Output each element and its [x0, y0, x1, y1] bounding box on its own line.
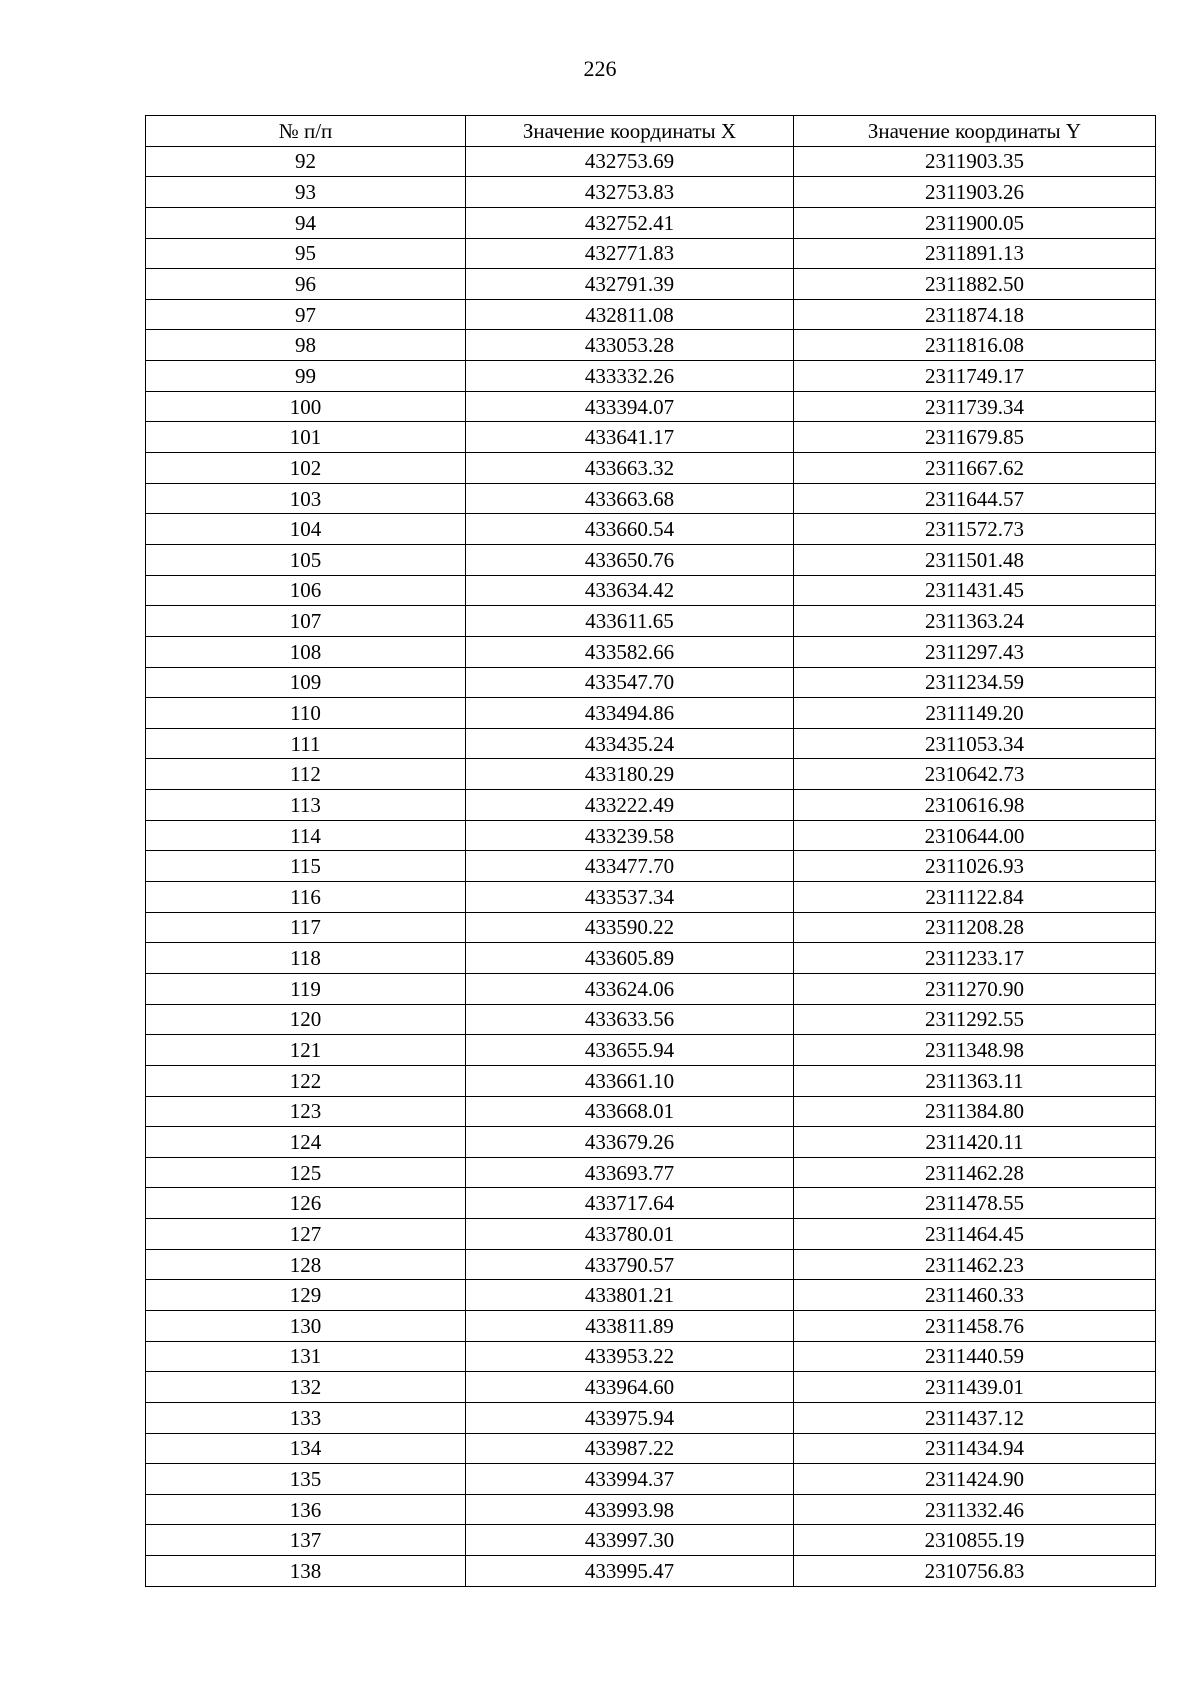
cell-x-coordinate: 433997.30: [466, 1525, 794, 1556]
table-body: [146, 146, 1156, 1586]
table-row: [146, 973, 1156, 1004]
cell-number: 128: [146, 1249, 466, 1280]
cell-number: 114: [146, 820, 466, 851]
cell-number: 129: [146, 1280, 466, 1311]
cell-x-coordinate: 433633.56: [466, 1004, 794, 1035]
cell-x-coordinate: 433634.42: [466, 575, 794, 606]
table-row: [146, 636, 1156, 667]
cell-number: 135: [146, 1464, 466, 1495]
cell-y-coordinate: 2311739.34: [794, 391, 1156, 422]
cell-number: 100: [146, 391, 466, 422]
table-row: [146, 330, 1156, 361]
cell-y-coordinate: 2311458.76: [794, 1310, 1156, 1341]
table-row: [146, 790, 1156, 821]
cell-x-coordinate: 433394.07: [466, 391, 794, 422]
cell-y-coordinate: 2311348.98: [794, 1035, 1156, 1066]
cell-x-coordinate: 433668.01: [466, 1096, 794, 1127]
cell-y-coordinate: 2311384.80: [794, 1096, 1156, 1127]
cell-x-coordinate: 433547.70: [466, 667, 794, 698]
table-row: [146, 1310, 1156, 1341]
cell-number: 109: [146, 667, 466, 698]
table-row: [146, 544, 1156, 575]
cell-number: 105: [146, 544, 466, 575]
cell-x-coordinate: 433590.22: [466, 912, 794, 943]
table-header-row: [146, 116, 1156, 147]
table-row: [146, 1556, 1156, 1587]
cell-x-coordinate: 433650.76: [466, 544, 794, 575]
table-row: [146, 1004, 1156, 1035]
cell-number: 98: [146, 330, 466, 361]
cell-x-coordinate: 433582.66: [466, 636, 794, 667]
table-row: [146, 912, 1156, 943]
cell-number: 103: [146, 483, 466, 514]
cell-number: 108: [146, 636, 466, 667]
cell-y-coordinate: 2311122.84: [794, 882, 1156, 913]
cell-x-coordinate: 433964.60: [466, 1372, 794, 1403]
cell-y-coordinate: 2311431.45: [794, 575, 1156, 606]
table-row: [146, 1249, 1156, 1280]
cell-y-coordinate: 2311437.12: [794, 1402, 1156, 1433]
cell-y-coordinate: 2311874.18: [794, 299, 1156, 330]
cell-y-coordinate: 2311460.33: [794, 1280, 1156, 1311]
cell-number: 126: [146, 1188, 466, 1219]
table-row: [146, 1280, 1156, 1311]
cell-x-coordinate: 432791.39: [466, 269, 794, 300]
cell-x-coordinate: 433693.77: [466, 1157, 794, 1188]
cell-x-coordinate: 433655.94: [466, 1035, 794, 1066]
table-row: [146, 483, 1156, 514]
cell-y-coordinate: 2311462.28: [794, 1157, 1156, 1188]
table-row: [146, 1494, 1156, 1525]
cell-y-coordinate: 2311332.46: [794, 1494, 1156, 1525]
cell-number: 95: [146, 238, 466, 269]
cell-y-coordinate: 2311644.57: [794, 483, 1156, 514]
header-y-coordinate: Значение координаты Y: [794, 116, 1156, 147]
cell-number: 96: [146, 269, 466, 300]
cell-x-coordinate: 433975.94: [466, 1402, 794, 1433]
table-row: [146, 606, 1156, 637]
cell-x-coordinate: 433780.01: [466, 1219, 794, 1250]
cell-x-coordinate: 433811.89: [466, 1310, 794, 1341]
table-row: [146, 177, 1156, 208]
cell-number: 123: [146, 1096, 466, 1127]
table-row: [146, 1188, 1156, 1219]
cell-x-coordinate: 433180.29: [466, 759, 794, 790]
table-row: [146, 361, 1156, 392]
cell-number: 127: [146, 1219, 466, 1250]
cell-x-coordinate: 433222.49: [466, 790, 794, 821]
cell-x-coordinate: 433661.10: [466, 1065, 794, 1096]
cell-number: 92: [146, 146, 466, 177]
cell-x-coordinate: 433663.68: [466, 483, 794, 514]
cell-y-coordinate: 2311439.01: [794, 1372, 1156, 1403]
cell-y-coordinate: 2311462.23: [794, 1249, 1156, 1280]
cell-x-coordinate: 433477.70: [466, 851, 794, 882]
cell-y-coordinate: 2311434.94: [794, 1433, 1156, 1464]
cell-y-coordinate: 2311816.08: [794, 330, 1156, 361]
cell-y-coordinate: 2311420.11: [794, 1127, 1156, 1158]
cell-y-coordinate: 2311891.13: [794, 238, 1156, 269]
cell-x-coordinate: 432752.41: [466, 207, 794, 238]
table-row: [146, 667, 1156, 698]
table-row: [146, 851, 1156, 882]
cell-number: 104: [146, 514, 466, 545]
cell-y-coordinate: 2311424.90: [794, 1464, 1156, 1495]
table-row: [146, 1219, 1156, 1250]
cell-y-coordinate: 2311149.20: [794, 698, 1156, 729]
cell-y-coordinate: 2311233.17: [794, 943, 1156, 974]
cell-x-coordinate: 433995.47: [466, 1556, 794, 1587]
cell-x-coordinate: 433611.65: [466, 606, 794, 637]
table-row: [146, 146, 1156, 177]
cell-y-coordinate: 2311292.55: [794, 1004, 1156, 1035]
cell-x-coordinate: 433790.57: [466, 1249, 794, 1280]
table-row: [146, 943, 1156, 974]
cell-number: 119: [146, 973, 466, 1004]
cell-y-coordinate: 2311572.73: [794, 514, 1156, 545]
cell-y-coordinate: 2310756.83: [794, 1556, 1156, 1587]
cell-x-coordinate: 432811.08: [466, 299, 794, 330]
cell-y-coordinate: 2311501.48: [794, 544, 1156, 575]
cell-y-coordinate: 2310644.00: [794, 820, 1156, 851]
cell-y-coordinate: 2310855.19: [794, 1525, 1156, 1556]
cell-x-coordinate: 433660.54: [466, 514, 794, 545]
table-row: [146, 1525, 1156, 1556]
cell-number: 117: [146, 912, 466, 943]
table-row: [146, 1096, 1156, 1127]
cell-y-coordinate: 2311478.55: [794, 1188, 1156, 1219]
cell-x-coordinate: 433717.64: [466, 1188, 794, 1219]
table-row: [146, 238, 1156, 269]
table-row: [146, 698, 1156, 729]
cell-number: 113: [146, 790, 466, 821]
cell-x-coordinate: 433993.98: [466, 1494, 794, 1525]
table-row: [146, 514, 1156, 545]
cell-x-coordinate: 433663.32: [466, 453, 794, 484]
cell-x-coordinate: 433053.28: [466, 330, 794, 361]
cell-y-coordinate: 2311903.35: [794, 146, 1156, 177]
cell-y-coordinate: 2311297.43: [794, 636, 1156, 667]
cell-number: 120: [146, 1004, 466, 1035]
header-x-coordinate: Значение координаты X: [466, 116, 794, 147]
table-row: [146, 453, 1156, 484]
cell-number: 115: [146, 851, 466, 882]
cell-x-coordinate: 433994.37: [466, 1464, 794, 1495]
table-row: [146, 1127, 1156, 1158]
cell-x-coordinate: 433987.22: [466, 1433, 794, 1464]
cell-y-coordinate: 2311679.85: [794, 422, 1156, 453]
cell-number: 93: [146, 177, 466, 208]
cell-number: 102: [146, 453, 466, 484]
table-row: [146, 207, 1156, 238]
table-row: [146, 1402, 1156, 1433]
table-row: [146, 1065, 1156, 1096]
cell-y-coordinate: 2310616.98: [794, 790, 1156, 821]
cell-number: 132: [146, 1372, 466, 1403]
cell-number: 106: [146, 575, 466, 606]
cell-number: 99: [146, 361, 466, 392]
cell-y-coordinate: 2311900.05: [794, 207, 1156, 238]
table-row: [146, 882, 1156, 913]
cell-x-coordinate: 433605.89: [466, 943, 794, 974]
cell-number: 136: [146, 1494, 466, 1525]
cell-number: 94: [146, 207, 466, 238]
cell-x-coordinate: 433435.24: [466, 728, 794, 759]
cell-number: 133: [146, 1402, 466, 1433]
cell-x-coordinate: 433953.22: [466, 1341, 794, 1372]
cell-number: 107: [146, 606, 466, 637]
table-row: [146, 575, 1156, 606]
cell-x-coordinate: 433494.86: [466, 698, 794, 729]
cell-y-coordinate: 2311667.62: [794, 453, 1156, 484]
cell-number: 134: [146, 1433, 466, 1464]
table-row: [146, 1035, 1156, 1066]
table-row: [146, 1341, 1156, 1372]
table-row: [146, 1464, 1156, 1495]
cell-y-coordinate: 2311053.34: [794, 728, 1156, 759]
table-row: [146, 728, 1156, 759]
cell-y-coordinate: 2311208.28: [794, 912, 1156, 943]
cell-number: 97: [146, 299, 466, 330]
cell-x-coordinate: 433641.17: [466, 422, 794, 453]
cell-x-coordinate: 433239.58: [466, 820, 794, 851]
cell-y-coordinate: 2311882.50: [794, 269, 1156, 300]
cell-number: 111: [146, 728, 466, 759]
cell-number: 137: [146, 1525, 466, 1556]
cell-number: 110: [146, 698, 466, 729]
cell-x-coordinate: 432753.69: [466, 146, 794, 177]
cell-number: 116: [146, 882, 466, 913]
table-row: [146, 299, 1156, 330]
page-number: 226: [583, 56, 617, 81]
coordinates-table: [145, 115, 1156, 1587]
table-row: [146, 1157, 1156, 1188]
cell-x-coordinate: 433801.21: [466, 1280, 794, 1311]
cell-y-coordinate: 2311026.93: [794, 851, 1156, 882]
cell-y-coordinate: 2311903.26: [794, 177, 1156, 208]
cell-number: 101: [146, 422, 466, 453]
cell-y-coordinate: 2311749.17: [794, 361, 1156, 392]
cell-number: 112: [146, 759, 466, 790]
cell-x-coordinate: 432753.83: [466, 177, 794, 208]
cell-number: 118: [146, 943, 466, 974]
cell-x-coordinate: 432771.83: [466, 238, 794, 269]
cell-y-coordinate: 2311464.45: [794, 1219, 1156, 1250]
cell-y-coordinate: 2311440.59: [794, 1341, 1156, 1372]
cell-x-coordinate: 433624.06: [466, 973, 794, 1004]
cell-y-coordinate: 2311363.24: [794, 606, 1156, 637]
table-row: [146, 391, 1156, 422]
cell-x-coordinate: 433537.34: [466, 882, 794, 913]
cell-y-coordinate: 2310642.73: [794, 759, 1156, 790]
cell-number: 138: [146, 1556, 466, 1587]
cell-number: 131: [146, 1341, 466, 1372]
cell-y-coordinate: 2311363.11: [794, 1065, 1156, 1096]
cell-number: 125: [146, 1157, 466, 1188]
cell-y-coordinate: 2311234.59: [794, 667, 1156, 698]
table-row: [146, 1372, 1156, 1403]
cell-number: 124: [146, 1127, 466, 1158]
cell-number: 130: [146, 1310, 466, 1341]
cell-x-coordinate: 433332.26: [466, 361, 794, 392]
cell-number: 121: [146, 1035, 466, 1066]
header-number: № п/п: [146, 116, 466, 147]
table-row: [146, 1433, 1156, 1464]
table-row: [146, 422, 1156, 453]
table-row: [146, 269, 1156, 300]
table-row: [146, 820, 1156, 851]
cell-y-coordinate: 2311270.90: [794, 973, 1156, 1004]
cell-x-coordinate: 433679.26: [466, 1127, 794, 1158]
table-row: [146, 759, 1156, 790]
cell-number: 122: [146, 1065, 466, 1096]
